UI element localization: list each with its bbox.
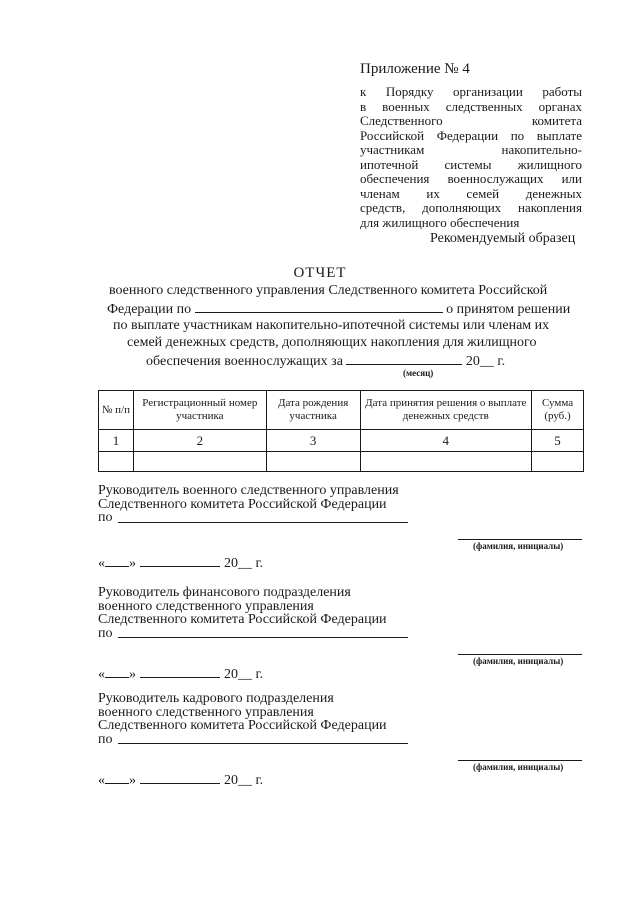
table-cell[interactable]: [360, 452, 532, 472]
signature-line: Следственного комитета Российской Федерации: [98, 718, 387, 733]
signature-name-blank[interactable]: [458, 654, 582, 655]
table-cell[interactable]: [133, 452, 266, 472]
signature-name-blank[interactable]: [458, 539, 582, 540]
table-cell: 4: [360, 430, 532, 452]
annex-line: членам их семей денежных: [360, 185, 582, 201]
name-caption: (фамилия, инициалы): [473, 541, 564, 551]
name-caption: (фамилия, инициалы): [473, 656, 564, 666]
annex-line: участникам накопительно-: [360, 142, 582, 157]
report-line-2-start: Федерации по: [107, 302, 192, 317]
annex-line: обеспечения военнослужащих или: [360, 171, 582, 186]
signature-date: [98, 665, 263, 683]
table-cell: 5: [532, 430, 584, 452]
annex-line: в военных следственных органах: [360, 98, 582, 114]
annex-description: [360, 85, 582, 230]
signature-block-3: [98, 692, 387, 746]
table-cell: 1: [99, 430, 134, 452]
date-year: 20__ г.: [224, 556, 264, 571]
signature-line: по: [98, 731, 113, 747]
month-blank[interactable]: [140, 665, 220, 678]
name-caption: (фамилия, инициалы): [473, 762, 564, 772]
table-number-row: [99, 430, 584, 452]
table-header-cell: Регистрационный номер участника: [133, 391, 266, 430]
annex-line: к Порядку организации работы: [360, 84, 582, 99]
signature-line: Руководитель кадрового подразделения: [98, 691, 334, 706]
table-cell: 2: [133, 430, 266, 452]
signature-unit-blank[interactable]: [118, 637, 408, 638]
table-row: [99, 452, 584, 472]
signature-line: военного следственного управления: [98, 598, 314, 614]
signature-date: [98, 554, 263, 572]
table-header-row: [99, 391, 584, 430]
signature-line: Руководитель финансового подразделения: [98, 585, 351, 600]
day-blank[interactable]: [105, 554, 129, 567]
signature-line: Следственного комитета Российской Федерации: [98, 496, 387, 512]
signature-line: военного следственного управления: [98, 704, 314, 720]
annex-title: Приложение № 4: [360, 61, 470, 77]
unit-name-blank[interactable]: [195, 300, 443, 313]
table-header-cell: Дата принятия решения о выплате денежных средств: [360, 391, 532, 430]
date-year: 20__ г.: [224, 773, 264, 788]
report-table: [98, 390, 584, 472]
table-header-cell: № п/п: [99, 391, 134, 430]
recommended-sample-label: Рекомендуемый образец: [430, 231, 576, 246]
annex-line: Следственного комитета: [360, 113, 582, 128]
table-cell: 3: [266, 430, 360, 452]
signature-block-2: [98, 586, 387, 640]
signature-unit-blank[interactable]: [118, 743, 408, 744]
signature-date: [98, 771, 263, 789]
signature-name-blank[interactable]: [458, 760, 582, 761]
report-line-3: по выплате участникам накопительно-ипотечной системы или членам их: [113, 318, 550, 333]
table-header-cell: Сумма (руб.): [532, 391, 584, 430]
table-cell[interactable]: [532, 452, 584, 472]
report-line-4: семей денежных средств, дополняющих накопления для жилищного: [127, 335, 537, 350]
month-caption: (месяц): [403, 368, 434, 378]
date-quote-close: »: [129, 773, 136, 788]
signature-unit-blank[interactable]: [118, 522, 408, 523]
report-line-5-start: обеспечения военнослужащих за: [146, 354, 343, 369]
signature-line: Следственного комитета Российской Федерации: [98, 612, 387, 627]
report-line-2-end: о принятом решении: [446, 302, 571, 317]
day-blank[interactable]: [105, 771, 129, 784]
report-line-5-year: 20__ г.: [465, 354, 506, 369]
signature-line: по: [98, 510, 113, 525]
report-line-1: военного следственного управления Следственного комитета Российской: [109, 283, 548, 298]
report-line-2: [107, 300, 570, 318]
annex-line: ипотечной системы жилищного: [360, 156, 582, 172]
month-blank[interactable]: [346, 352, 462, 365]
month-blank[interactable]: [140, 554, 220, 567]
annex-line: Российской Федерации по выплате: [360, 127, 582, 143]
table-cell[interactable]: [99, 452, 134, 472]
annex-line: для жилищного обеспечения: [360, 214, 520, 230]
date-quote-close: »: [129, 556, 136, 571]
table-cell[interactable]: [266, 452, 360, 472]
month-blank[interactable]: [140, 771, 220, 784]
report-title: ОТЧЕТ: [293, 265, 347, 281]
date-quote-close: »: [129, 667, 136, 682]
annex-line: средств, дополняющих накопления: [360, 200, 582, 215]
signature-line: по: [98, 625, 113, 641]
day-blank[interactable]: [105, 665, 129, 678]
signature-line: Руководитель военного следственного управления: [98, 483, 399, 498]
report-line-5: [146, 352, 505, 370]
date-quote-open: «: [98, 773, 105, 788]
date-quote-open: «: [98, 667, 105, 682]
date-year: 20__ г.: [224, 667, 264, 682]
signature-block-1: [98, 484, 399, 525]
table-header-cell: Дата рождения участника: [266, 391, 360, 430]
date-quote-open: «: [98, 556, 105, 571]
